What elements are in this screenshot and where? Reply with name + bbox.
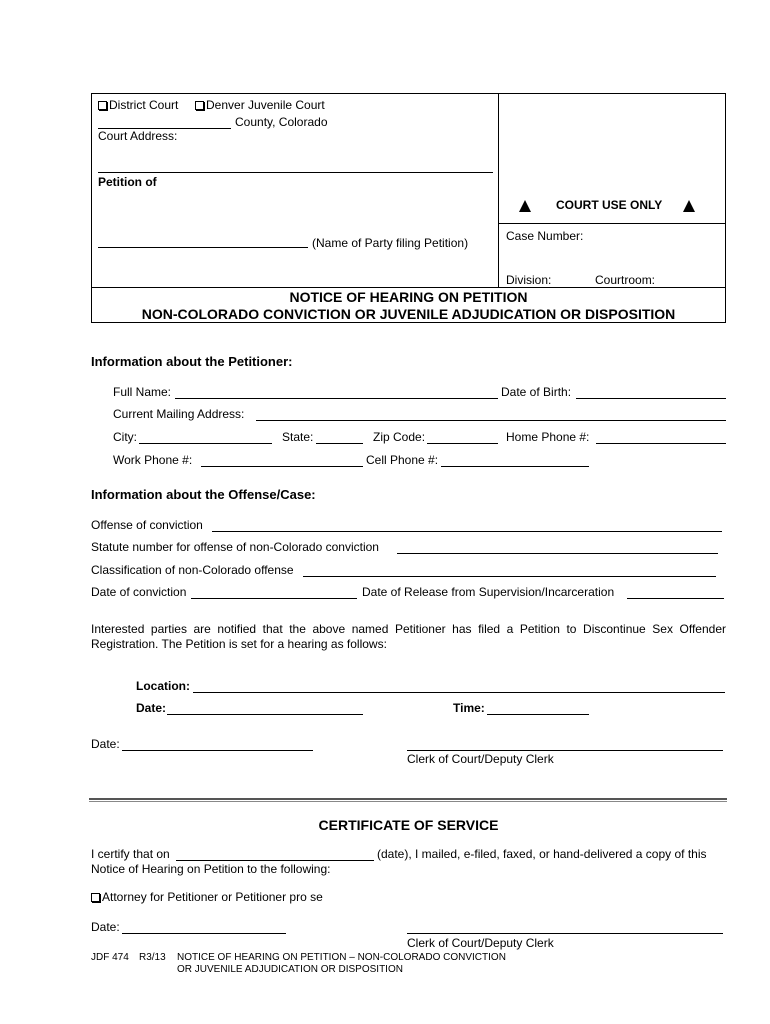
city-field[interactable] bbox=[139, 443, 272, 444]
date-release-field[interactable] bbox=[627, 598, 724, 599]
zip-field[interactable] bbox=[427, 443, 498, 444]
case-number-label: Case Number: bbox=[506, 229, 584, 243]
court-use-line bbox=[498, 223, 726, 224]
attorney-option[interactable] bbox=[91, 890, 323, 904]
date-release-label: Date of Release from Supervision/Incarceration bbox=[362, 585, 615, 599]
denver-juvenile-court-checkbox[interactable] bbox=[195, 101, 204, 110]
title-line-1: NOTICE OF HEARING ON PETITION bbox=[289, 289, 528, 305]
notice-clerk-signature-field[interactable] bbox=[407, 750, 723, 751]
certificate-clerk-label: Clerk of Court/Deputy Clerk bbox=[407, 936, 554, 950]
cell-phone-label: Cell Phone #: bbox=[366, 453, 439, 467]
district-court-label: District Court bbox=[109, 98, 179, 112]
notice-clerk-label: Clerk of Court/Deputy Clerk bbox=[407, 752, 554, 766]
attorney-label: Attorney for Petitioner or Petitioner pro se bbox=[102, 890, 323, 904]
certify-line-2: Notice of Hearing on Petition to the following: bbox=[91, 862, 331, 876]
party-name-field[interactable] bbox=[98, 247, 308, 248]
location-field[interactable] bbox=[193, 692, 725, 693]
date-conviction-field[interactable] bbox=[191, 598, 357, 599]
mailing-address-field[interactable] bbox=[256, 420, 726, 421]
hearing-time-label: Time: bbox=[453, 701, 485, 715]
offense-conviction-field[interactable] bbox=[212, 531, 722, 532]
county-colorado-label: County, Colorado bbox=[235, 115, 328, 129]
petitioner-heading: Information about the Petitioner: bbox=[91, 354, 293, 369]
full-name-label: Full Name: bbox=[113, 385, 172, 399]
notice-sign-date-label: Date: bbox=[91, 737, 120, 751]
hearing-date-label: Date: bbox=[136, 701, 167, 715]
title-line-2: NON-COLORADO CONVICTION OR JUVENILE ADJUDICATION OR DISPOSITION bbox=[141, 306, 676, 322]
petition-of-label: Petition of bbox=[98, 175, 157, 189]
statute-label: Statute number for offense of non-Colorado conviction bbox=[91, 540, 379, 554]
certificate-clerk-signature-field[interactable] bbox=[407, 933, 723, 934]
division-label: Division: bbox=[506, 273, 552, 287]
classification-field[interactable] bbox=[303, 576, 716, 577]
certify-date-field[interactable] bbox=[176, 860, 374, 861]
dob-label: Date of Birth: bbox=[501, 385, 572, 399]
zip-label: Zip Code: bbox=[373, 430, 426, 444]
certificate-date-label: Date: bbox=[91, 920, 120, 934]
footer-title-line-2: OR JUVENILE ADJUDICATION OR DISPOSITION bbox=[177, 964, 403, 975]
name-of-party-label: (Name of Party filing Petition) bbox=[312, 236, 469, 250]
offense-conviction-label: Offense of conviction bbox=[91, 518, 203, 532]
certificate-heading: CERTIFICATE OF SERVICE bbox=[318, 817, 499, 833]
courtroom-label: Courtroom: bbox=[595, 273, 656, 287]
cell-phone-field[interactable] bbox=[441, 466, 589, 467]
court-use-only-label: COURT USE ONLY bbox=[556, 198, 663, 212]
footer-title-line-1: NOTICE OF HEARING ON PETITION – NON-COLORADO CONVICTION bbox=[177, 952, 506, 963]
certify-end-text: (date), I mailed, e-filed, faxed, or hand-delivered a copy of this bbox=[377, 847, 707, 861]
denver-juvenile-court-label: Denver Juvenile Court bbox=[206, 98, 325, 112]
home-phone-field[interactable] bbox=[596, 443, 726, 444]
hearing-time-field[interactable] bbox=[487, 714, 589, 715]
state-label: State: bbox=[282, 430, 314, 444]
district-court-option[interactable] bbox=[98, 98, 178, 112]
full-name-field[interactable] bbox=[175, 398, 498, 399]
petition-separator bbox=[98, 172, 493, 173]
certify-start-text: I certify that on bbox=[91, 847, 170, 861]
footer-form-id: JDF 474 bbox=[91, 952, 129, 963]
attorney-checkbox[interactable] bbox=[91, 893, 100, 902]
offense-heading: Information about the Offense/Case: bbox=[91, 487, 316, 502]
caption-divider bbox=[498, 93, 499, 287]
footer-revision: R3/13 bbox=[139, 952, 166, 963]
location-label: Location: bbox=[136, 679, 190, 693]
work-phone-label: Work Phone #: bbox=[113, 453, 193, 467]
district-court-checkbox[interactable] bbox=[98, 101, 107, 110]
caption-bottom-line bbox=[91, 287, 726, 288]
mailing-address-label: Current Mailing Address: bbox=[113, 407, 245, 421]
classification-label: Classification of non-Colorado offense bbox=[91, 563, 294, 577]
statute-field[interactable] bbox=[397, 553, 718, 554]
notice-text: Interested parties are notified that the above named Petitioner has filed a Petition to Discontinue Sex Offender Registration. The Petition is set for a hearing as follows: bbox=[91, 622, 726, 651]
dob-field[interactable] bbox=[576, 398, 726, 399]
state-field[interactable] bbox=[316, 443, 363, 444]
section-separator bbox=[89, 798, 727, 802]
hearing-date-field[interactable] bbox=[167, 714, 363, 715]
denver-juvenile-court-option[interactable] bbox=[195, 98, 325, 112]
city-label: City: bbox=[113, 430, 137, 444]
notice-sign-date-field[interactable] bbox=[122, 750, 313, 751]
certificate-date-field[interactable] bbox=[122, 933, 286, 934]
home-phone-label: Home Phone #: bbox=[506, 430, 590, 444]
work-phone-field[interactable] bbox=[201, 466, 363, 467]
triangle-right-icon bbox=[683, 200, 695, 212]
court-address-label: Court Address: bbox=[98, 129, 178, 143]
date-conviction-label: Date of conviction bbox=[91, 585, 187, 599]
triangle-left-icon bbox=[519, 200, 531, 212]
